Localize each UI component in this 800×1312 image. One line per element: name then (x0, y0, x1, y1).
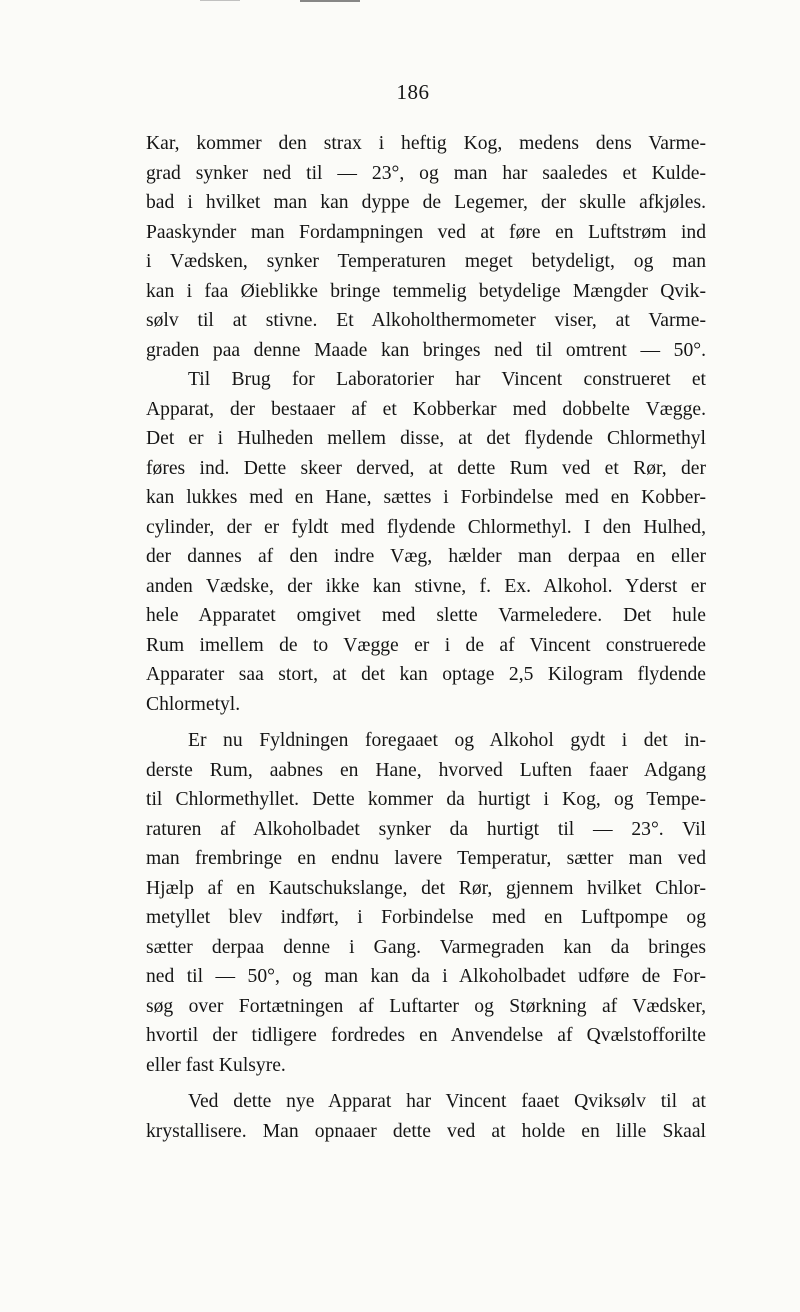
scan-artifact (200, 0, 240, 3)
text-line: Apparater saa stort, at det kan optage 2,5 Kilogram flydende (146, 664, 706, 685)
text-line: anden Vædske, der ikke kan stivne, f. Ex. Alkohol. Yderst er (146, 575, 706, 597)
text-line: hvortil der tidligere fordredes en Anvendelse af Qvælstofforilte (146, 1025, 706, 1046)
text-line: cylinder, der er fyldt med flydende Chlormethyl. I den Hulhed, (146, 516, 706, 538)
text-line: til Chlormethyllet. Dette kommer da hurtigt i Kog, og Tempe- (146, 789, 706, 810)
paragraph-3 (146, 726, 706, 1080)
text-line: Kar, kommer den strax i heftig Kog, medens dens Varme- (146, 133, 706, 154)
page-number: 186 (396, 80, 430, 104)
text-line: kan lukkes med en Hane, sættes i Forbindelse med en Kobber- (146, 487, 706, 508)
text-line: grad synker ned til — 23°, og man har saaledes et Kulde- (146, 162, 706, 184)
text-line: søg over Fortætningen af Luftarter og Størkning af Vædsker, (146, 995, 706, 1017)
text-line: ned til — 50°, og man kan da i Alkoholbadet udføre de For- (146, 966, 706, 987)
text-line: der dannes af den indre Væg, hælder man derpaa en eller (146, 546, 706, 567)
text-line: derste Rum, aabnes en Hane, hvorved Luften faaer Adgang (146, 759, 706, 781)
text-line: krystallisere. Man opnaaer dette ved at holde en lille Skaal (146, 1120, 706, 1142)
text-line: metyllet blev indført, i Forbindelse med en Luftpompe og (146, 907, 706, 928)
text-line: eller fast Kulsyre. (146, 1054, 286, 1076)
text-line: Apparat, der bestaaer af et Kobberkar med dobbelte Vægge. (146, 398, 706, 420)
text-line: graden paa denne Maade kan bringes ned til omtrent — 50°. (146, 339, 706, 361)
text-line: Ved dette nye Apparat har Vincent faaet Qviksølv til at (188, 1091, 706, 1112)
paragraph-1 (146, 129, 706, 365)
text-line: sætter derpaa denne i Gang. Varmegraden kan da bringes (146, 936, 706, 958)
text-line: Paaskynder man Fordampningen ved at føre en Luftstrøm ind (146, 221, 706, 243)
text-line: føres ind. Dette skeer derved, at dette Rum ved et Rør, der (146, 457, 706, 479)
body-text (146, 129, 706, 1146)
text-line: Chlormetyl. (146, 693, 241, 715)
text-line: kan i faa Øieblikke bringe temmelig betydelige Mængder Qvik- (146, 280, 706, 302)
paragraph-4 (146, 1087, 706, 1146)
text-line: hele Apparatet omgivet med slette Varmeledere. Det hule (146, 605, 706, 626)
scan-artifact (300, 0, 360, 6)
text-line: Er nu Fyldningen foregaaet og Alkohol gydt i det in- (188, 730, 706, 751)
text-line: Rum imellem de to Vægge er i de af Vincent construerede (146, 634, 706, 656)
text-line: sølv til at stivne. Et Alkoholthermometer viser, at Varme- (146, 310, 706, 331)
text-line: Det er i Hulheden mellem disse, at det flydende Chlormethyl (146, 428, 706, 449)
text-line: bad i hvilket man kan dyppe de Legemer, der skulle afkjøles. (146, 192, 706, 213)
paragraph-2 (146, 365, 706, 719)
text-line: Til Brug for Laboratorier har Vincent construeret et (188, 369, 706, 390)
text-line: man frembringe en endnu lavere Temperatur, sætter man ved (146, 848, 706, 869)
text-line: Hjælp af en Kautschukslange, det Rør, gjennem hvilket Chlor- (146, 877, 706, 899)
text-line: raturen af Alkoholbadet synker da hurtigt til — 23°. Vil (146, 818, 706, 840)
text-line: i Vædsken, synker Temperaturen meget betydeligt, og man (146, 251, 706, 272)
